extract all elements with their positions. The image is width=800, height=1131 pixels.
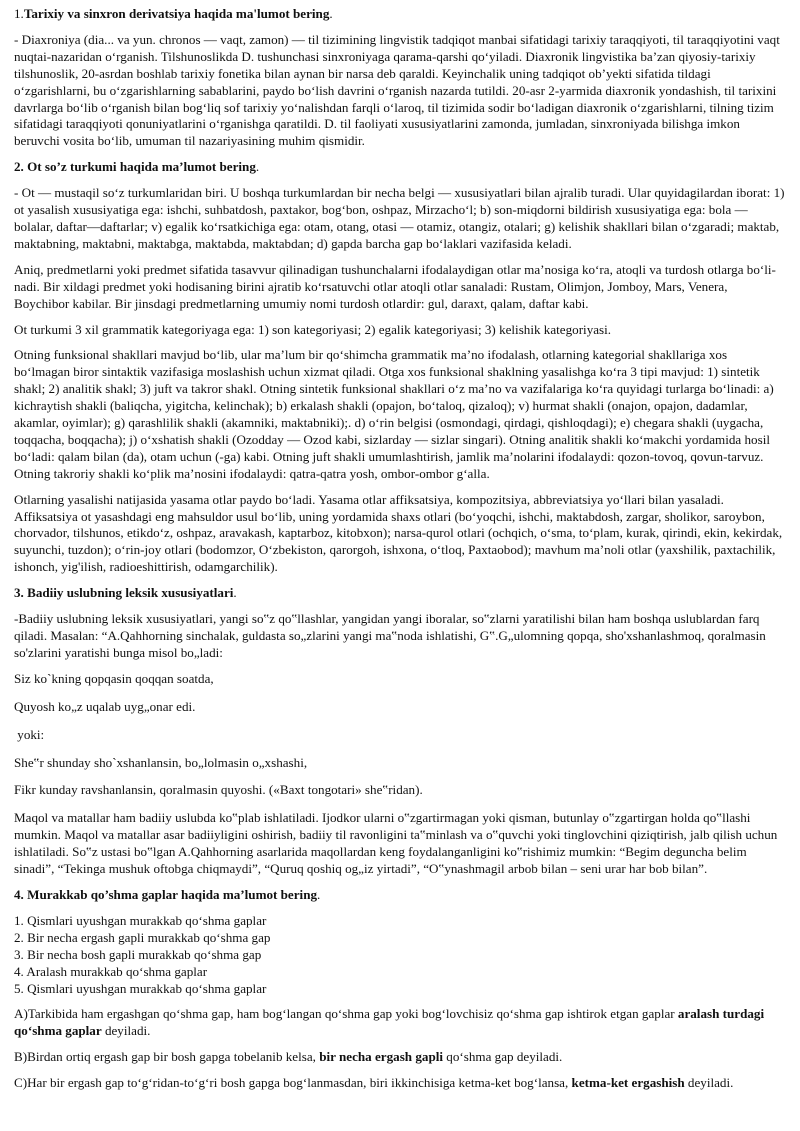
verse-line: Fikr kunday ravshanlansin, qoralmasin quyoshi. («Baxt tongotari» she‟ridan).	[14, 782, 423, 798]
verse-line: Siz ko`kning qopqasin qoqqan soatda,	[14, 670, 214, 686]
verse-line: Quyosh ko„z uqalab uyg„onar edi.	[14, 698, 196, 714]
q3-title: 3. Badiiy uslubning leksik xususiyatlari	[14, 585, 234, 601]
list-item: 5. Qismlari uyushgan murakkab qoʻshma gaplar	[14, 980, 267, 996]
q4-heading: 4. Murakkab qo’shma gaplar haqida ma’lumot bering.	[14, 886, 321, 902]
list-item: 3. Bir necha bosh gapli murakkab qoʻshma gap	[14, 946, 262, 962]
q2-paragraph: - Ot — mustaqil soʻz turkumlaridan biri. U boshqa turkumlardan bir necha belgi — xususiyatlari bilan ajralib turadi. Ular quyidagilardan iborat: 1) ot yasalish xususiyatiga ega: ishchi, suhbatdosh, paxtakor, bogʻbon, oshpaz, Mirzachoʻl; b) son-miqdorni bildirish xususiyatiga ega: bola — bolalar, daftar—daftarlar; v) egalik koʻrsatkichiga ega: otam, otang, otasi — otamiz, otangiz, otalari; g) kelishik shakllari bilan oʻzgaradi; maktab, maktabning, maktabni, maktabga, maktabda, maktabdan; d) gapda barcha gap boʻlaklari vazifasida keladi.	[14, 185, 785, 251]
q2-paragraph: Otlarning yasalishi natijasida yasama otlar paydo boʻladi. Yasama otlar affiksatsiya, kompozitsiya, abbreviatsiya yoʻllari bilan yasaladi. Affiksatsiya ot yasashdagi eng mahsuldor usul boʻlib, uning yordamida shaxs otlari (boʻyoqchi, ishchi, maktabdosh, zargar, sholikor, saroybon, chorvador, tilshunos, etikdoʻz, oshpaz, aravakash, kaptarboz, kitobxon); narsa-qurol otlari (ochqich, oʻsma, toʻplam, kurak, qirindi, ekin, kekirdak, suyunchi, tuzdon); oʻrin-joy otlari (bodomzor, Oʻzbekiston, qarorgoh, ishxona, oʻtloq, Paxtaobod); mavhum maʼnoli otlar (yaxshilik, paxtachilik, ishonch, yig'ilish, radioeshittirish, odamgarchilik).	[14, 491, 783, 575]
q2-title: 2. Ot so’z turkumi haqida ma’lumot bering	[14, 159, 256, 175]
q3-outro: Maqol va matallar ham badiiy uslubda ko‟plab ishlatiladi. Ijodkor ularni o‟zgartirmagan yoki qisman, butunlay o‟zgartirgan holda qo‟llashi mumkin. Maqol va matallar asar badiiyligini oshirish, badiiy til ravonligini ta‟minlash va o‟quvchi yoki tinglovchini qiziqtirish, jalb qilish uchun ishlatiladi. So‟z ustasi bo‟lgan A.Qahhorning asarlarida maqollardan keng foydalanganligini ko‟rishimiz mumkin: “Begim deguncha belim sinadi”, “Tekinga mushuk oftobga chiqmaydi”, “Quruq qoshiq og„iz yirtadi”, “O‟ynashmagil arbob bilan – seni urar har bob bilan”.	[14, 810, 778, 877]
q1-number: 1.	[14, 6, 24, 21]
list-item: 2. Bir necha ergash gapli murakkab qoʻshma gap	[14, 929, 271, 945]
verse-line: She‟r shunday sho`xshanlansin, bo„lolmasin o„xshashi,	[14, 754, 308, 770]
q2-paragraph: Aniq, predmetlarni yoki predmet sifatida tasavvur qilinadigan tushunchalarni ifodalaydigan otlar maʼnosiga koʻra, atoqli va turdosh otlarga boʻli-nadi. Bir xildagi predmet yoki hodisaning birini ajratib koʻrsatuvchi otlar atoqli otlar sanaladi: Rustam, Olimjon, Jomboy, Mars, Venera, Boychibor kabilar. Bir jinsdagi predmetlarning umumiy nomi turdosh otlardir: gul, daraxt, qalam, daftar kabi.	[14, 261, 776, 311]
q3-heading: 3. Badiiy uslubning leksik xususiyatlari.	[14, 585, 237, 601]
verse-line: yoki:	[14, 726, 45, 742]
q2-heading: 2. Ot so’z turkumi haqida ma’lumot bering.	[14, 159, 260, 175]
q2-paragraph: Ot turkumi 3 xil grammatik kategoriyaga ega: 1) son kategoriyasi; 2) egalik kategoriyasi; 3) kelishik kategoriyasi.	[14, 321, 612, 337]
q2-paragraph: Otning funksional shakllari mavjud boʻlib, ular maʼlum bir qoʻshimcha grammatik maʼno ifodalash, otlarning kategorial shakllariga xos boʻlmagan biror sintaktik vazifasiga moslashish uchun xizmat qiladi. Otga xos funksional shaklning yasalishga koʻra 3 tipi mavjud: 1) sintetik shakl; 2) analitik shakl; 3) juft va takror shakl. Otning sintetik funksional shakllari oʻz maʼno va vazifalariga koʻra quyidagi turlarga boʻlinadi: a) kichraytish shakli (baliqcha, yigitcha, kelinchak); b) erkalash shakli (opajon, boʻtaloq, qizaloq); v) hurmat shakli (onajon, opajon, dadamlar, akamlar, oyimlar); g) qarashlilik shakli (akamniki, maktabniki);. d) oʻrin belgisi (osmondagi, qirdagi, qishloqdagi); e) chegara shakli (uygacha, toqqacha, boqqacha); j) oʻxshatish shakli (Ozodday — Ozod kabi, sizlarday — sizlar singari). Otning analitik shakli koʻmakchi yordamida hosil boʻladi: qalam bilan (da), otam uchun (-ga) kabi. Otning juft shakli umumlashtirish, jamlik maʼnolarini ifodalaydi: qozon-tovoq, qovun-tarvuz. Otning takroriy shakli koʻplik maʼnosini ifodalaydi: qatra-qatra yosh, ombor-ombor gʻalla.	[14, 347, 774, 481]
list-item: 1. Qismlari uyushgan murakkab qoʻshma gaplar	[14, 912, 267, 928]
q1-body: - Diaxroniya (dia... va yun. chronos — vaqt, zamon) — til tizimining lingvistik tadqiqot manbai sifatidagi tarixiy taraqqiyoti, til taraqqiyotini vaqt nuqtai-nazaridan oʻrganish. Tilshunoslikda D. tushunchasi sinxroniyaga qarama-qarshi qoʻyiladi. Diaxronik lingvistika baʼzan qiyosiy-tarixiy tilshunoslik, 20-asrdan boshlab tarixiy fonetika bilan aynan bir narsa deb qaraldi. Keyinchalik uning tadqiqot obʼyekti sifatida tildagi oʻzgarishlarni, bu oʻzgarishlarning sabablarini, paydo boʻlish davrini oʻrganish nazarda tutildi. 20-asr 2-yarmida diaxronik yondashish, til tarixini davrlarga boʻlib oʻrganish bilan bogʻliq sof tarixiy yoʻnalishdan farqli oʻlaroq, til tizimida sodir boʻladigan diaxronik oʻzgarishlarni, tilning tizim sifatidagi taraqqiyoti qonuniyatlarini oʻrganishga qaratildi. D. til faoliyati xususiyatlarini zamonda, jumladan, sinxroniyada bilishga imkon beruvchi vosita boʻlib, umuman til nazariyasining muhim qismidir.	[14, 31, 780, 149]
q1-heading: 1.Tarixiy va sinxron derivatsiya haqida ma'lumot bering.	[14, 6, 333, 21]
q4-title: 4. Murakkab qo’shma gaplar haqida ma’lumot bering	[14, 886, 318, 902]
q4-definition-b: B)Birdan ortiq ergash gap bir bosh gapga tobelanib kelsa, bir necha ergash gapli qoʻshma gap deyiladi.	[14, 1049, 563, 1065]
q4-definition-a: A)Tarkibida ham ergashgan qoʻshma gap, ham bogʻlangan qoʻshma gap yoki bogʻlovchisiz qoʻshma gap ishtirok etgan gaplar aralash turdagi qoʻshma gaplar deyiladi.	[14, 1006, 765, 1039]
list-item: 4. Aralash murakkab qoʻshma gaplar	[14, 963, 208, 979]
q3-intro: -Badiiy uslubning leksik xususiyatlari, yangi so‟z qo‟llashlar, yangidan yangi iboralar, so‟zlarni yaratilishi bilan ham boshqa uslublardan farq qiladi. Masalan: “A.Qahhorning sinchalak, guldasta so„zlarini yangi ma‟noda ishlatishi, G‟.G„ulomning qopqa, sho'xshanlashmoq, qoralmasin so'zlarini yaratishi bunga misol bo„ladi:	[14, 611, 766, 660]
q4-definition-c: C)Har bir ergash gap toʻgʻridan-toʻgʻri bosh gapga bogʻlanmasdan, biri ikkinchisiga ketma-ket bogʻlansa, ketma-ket ergashish deyiladi.	[14, 1075, 734, 1091]
q4-list	[14, 913, 786, 998]
q1-title: Tarixiy va sinxron derivatsiya haqida ma'lumot bering	[23, 6, 330, 21]
